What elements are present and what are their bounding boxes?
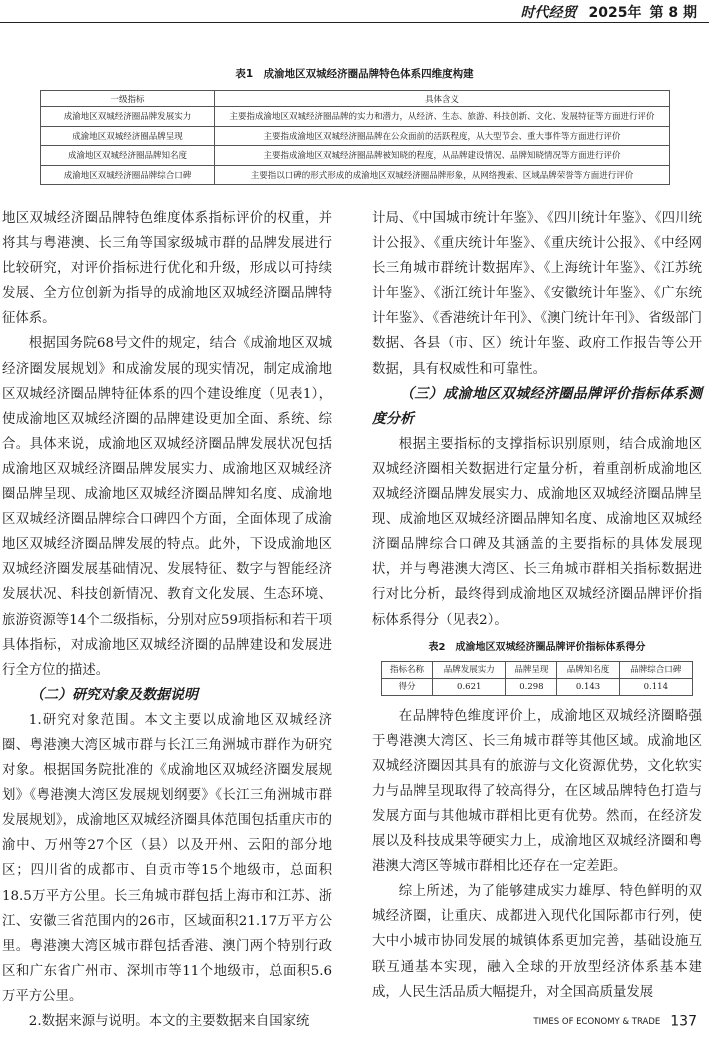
table2-row-label: 得分 <box>382 678 433 695</box>
table2-header-cell: 品牌呈现 <box>506 661 557 678</box>
table1-cell-meaning: 主要指成渝地区双城经济圈品牌被知晓的程度，从品牌建设情况、品牌知晓情况等方面进行评价 <box>215 146 670 166</box>
table1-header-indicator: 一级指标 <box>41 91 215 107</box>
paragraph: 2.数据来源与说明。本文的主要数据来自国家统 <box>28 1014 310 1029</box>
section-heading: （三）成渝地区双城经济圈品牌评价指标体系测度分析 <box>372 385 702 427</box>
table2-value-cell: 0.621 <box>433 678 506 695</box>
table1 <box>40 90 670 185</box>
table2-header-row <box>382 661 693 678</box>
table1-cell-meaning: 主要指成渝地区双城经济圈品牌的实力和潜力，从经济、生态、旅游、科技创新、文化、发展特征等方面进行评价 <box>215 107 670 127</box>
journal-issue: 第 8 期 <box>649 5 697 21</box>
table1-cell-meaning: 主要指以口碑的形式形成的成渝地区双城经济圈品牌形象，从网络搜索、区域品牌荣誉等方面进行评价 <box>215 165 670 185</box>
left-column <box>2 206 332 1034</box>
page-footer <box>533 1011 697 1030</box>
table2-header-cell: 品牌发展实力 <box>433 661 506 678</box>
table1-header-meaning: 具体含义 <box>215 91 670 107</box>
table1-cell-indicator: 成渝地区双城经济圈品牌呈现 <box>41 126 215 146</box>
page-header <box>0 0 709 23</box>
table-row <box>41 107 670 127</box>
table1-header-row <box>41 91 670 107</box>
paragraph: 根据主要指标的支撑指标识别原则，结合成渝地区双城经济圈相关数据进行定量分析，着重剖析成渝地区双城经济圈品牌发展实力、成渝地区双城经济圈品牌呈现、成渝地区双城经济圈品牌知名度、成渝地区双城经济圈品牌综合口碑及其涵盖的主要指标的具体发展现状，并与粤港澳大湾区、长三角城市群相关指标数据进行对比分析，最终得到成渝地区双城经济圈品牌评价指标体系得分（见表2）。 <box>372 436 702 628</box>
paragraph: 1.研究对象范围。本文主要以成渝地区双城经济圈、粤港澳大湾区城市群与长江三角洲城市群作为研究对象。根据国务院批准的《成渝地区双城经济圈发展规划》《粤港澳大湾区发展规划纲要》《长江三角洲城市群发展规划》，成渝地区双城经济圈具体范围包括重庆市的渝中、万州等27个区（县）以及开州、云阳的部分地区；四川省的成都市、自贡市等15个地级市，总面积18.5万平方公里。长三角城市群包括上海市和江苏、浙江、安徽三省范围内的26市，区域面积21.17万平方公里。粤港澳大湾区城市群包括香港、澳门两个特别行政区和广东省广州市、深圳市等11个地级市，总面积5.6万平方公里。 <box>2 712 332 1004</box>
table-row <box>41 126 670 146</box>
table2-value-cell: 0.114 <box>619 678 692 695</box>
paragraph: 综上所述，为了能够建成实力雄厚、特色鲜明的双城经济圈，让重庆、成都进入现代化国际都市行列，使大中小城市协同发展的城镇体系更加完善，基础设施互联互通基本实现，融入全球的开放型经济体系基本建成，人民生活品质大幅提升，对全国高质量发展 <box>372 884 702 1000</box>
paragraph: 计局、《中国城市统计年鉴》、《四川统计年鉴》、《四川统计公报》、《重庆统计年鉴》、《重庆统计公报》、《中经网长三角城市群统计数据库》、《上海统计年鉴》、《江苏统计年鉴》、《浙江统计年鉴》、《安徽统计年鉴》、《广东统计年鉴》、《香港统计年刊》、《澳门统计年刊》、省级部门数据、各县（市、区）统计年鉴、政府工作报告等公开数据，具有权威性和可靠性。 <box>372 211 702 377</box>
table1-cell-meaning: 主要指成渝地区双城经济圈品牌在公众面前的活跃程度，从大型节会、重大事件等方面进行评价 <box>215 126 670 146</box>
page-number: 137 <box>670 1013 697 1030</box>
table2-header-cell: 品牌知名度 <box>557 661 619 678</box>
table-row <box>41 146 670 166</box>
table-row <box>41 165 670 185</box>
table1-cell-indicator: 成渝地区双城经济圈品牌知名度 <box>41 146 215 166</box>
table1-cell-indicator: 成渝地区双城经济圈品牌综合口碑 <box>41 165 215 185</box>
table2 <box>381 661 693 696</box>
journal-name-en: TIMES OF ECONOMY & TRADE <box>533 1016 661 1027</box>
journal-info <box>521 2 697 22</box>
journal-year: 2025年 <box>588 5 642 21</box>
table2-header-cell: 品牌综合口碑 <box>619 661 692 678</box>
table2-value-cell: 0.298 <box>506 678 557 695</box>
journal-name: 时代经贸 <box>520 5 577 21</box>
section-heading: （二）研究对象及数据说明 <box>30 686 198 703</box>
table1-title: 表1 成渝地区双城经济圈品牌特色体系四维度构建 <box>235 68 474 80</box>
table2-header-label: 指标名称 <box>382 661 433 678</box>
table1-cell-indicator: 成渝地区双城经济圈品牌发展实力 <box>41 107 215 127</box>
paragraph: 在品牌特色维度评价上，成渝地区双城经济圈略强于粤港澳大湾区、长三角城市群等其他区域。成渝地区双城经济圈因其具有的旅游与文化资源优势，文化软实力与品牌呈现取得了较高得分，在区域品牌特色打造与发展方面与其他城市群相比更有优势。然而，在经济发展以及科技成果等硬实力上，成渝地区双城经济圈和粤港澳大湾区等城市群相比还存在一定差距。 <box>372 708 702 875</box>
paragraph: 地区双城经济圈品牌特色维度体系指标评价的权重，并将其与粤港澳、长三角等国家级城市群的品牌发展进行比较研究，对评价指标进行优化和升级，形成以可持续发展、全方位创新为指导的成渝地区双城经济圈品牌特征体系。 <box>2 211 332 327</box>
table-row <box>382 678 693 695</box>
right-column <box>372 206 702 1005</box>
table2-title: 表2 成渝地区双城经济圈品牌评价指标体系得分 <box>428 641 646 653</box>
table2-value-cell: 0.143 <box>557 678 619 695</box>
paragraph: 根据国务院68号文件的规定，结合《成渝地区双城经济圈发展规划》和成渝发展的现实情况，制定成渝地区双城经济圈品牌特征体系的四个建设维度（见表1），使成渝地区双城经济圈的品牌建设更加全面、系统、综合。具体来说，成渝地区双城经济圈品牌发展状况包括成渝地区双城经济圈品牌发展实力、成渝地区双城经济圈品牌呈现、成渝地区双城经济圈品牌知名度、成渝地区双城经济圈品牌综合口碑四个方面，全面体现了成渝地区双城经济圈品牌发展的特点。此外，下设成渝地区双城经济圈发展基础情况、发展特征、数字与智能经济发展状况、科技创新情况、教育文化发展、生态环境、旅游资源等14个二级指标，分别对应59项指标和若干项具体指标，对成渝地区双城经济圈的品牌建设和发展进行全方位的描述。 <box>2 336 332 678</box>
